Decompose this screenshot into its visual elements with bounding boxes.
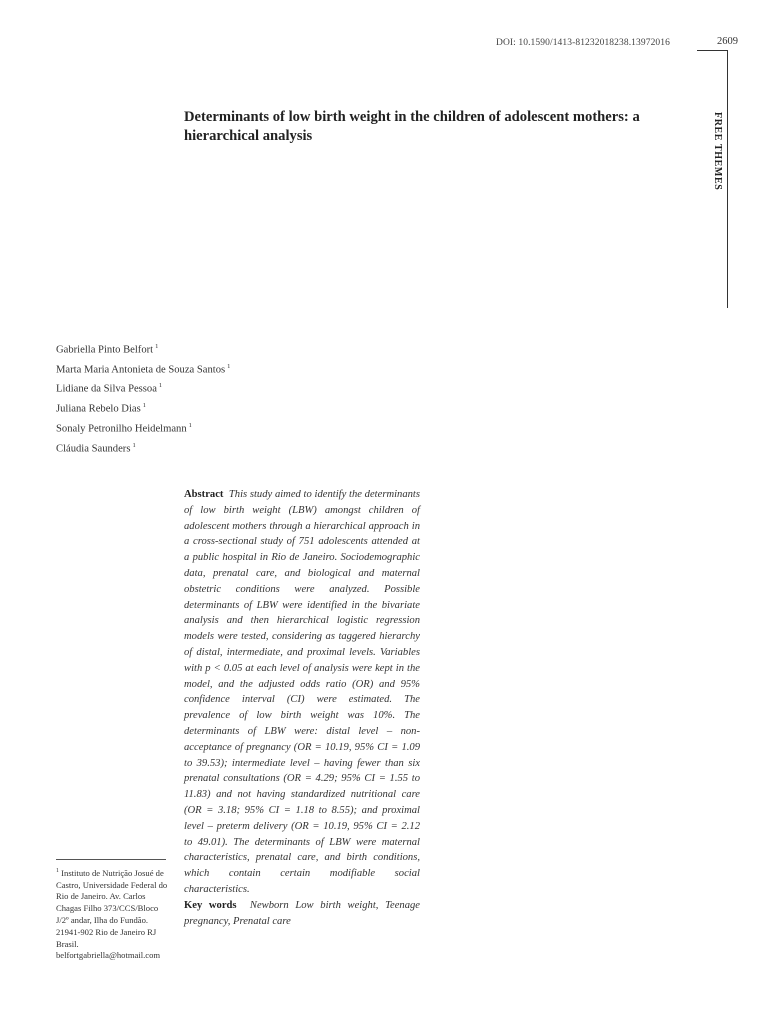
author: Juliana Rebelo Dias $^1$	[56, 402, 146, 415]
doi: DOI: 10.1590/1413-81232018238.13972016	[495, 38, 670, 48]
abstract-text: This study aimed to identify the determinants of low birth weight (LBW) amongst children of adolescent mothers through a hierarchical approach in a cross-sectional study of 751 adolescents attended at a public hospital in Rio de Janeiro. Sociodemographic data, prenatal care, and biological and maternal obstetric conditions were analyzed. Possible determinants of LBW were identified in the bivariate analysis and then hierarchical logistic regression models were tested, considering as taggered hierarchy of distal, intermediate, and proximal levels. Variables with p < 0.05 at each level of analysis were kept in the model, and the adjusted odds ratio (OR) and 95% confidence interval (CI) were estimated. The prevalence of low birth weight was 10%. The determinants of LBW were: distal level – non-acceptance of pregnancy (OR = 10.19, 95% CI = 1.09 to 39.53); intermediate level – having fewer than six prenatal consultations (OR = 4.29; 95% CI = 1.55 to 11.83) and not having standardized nutritional care (OR = 3.18; 95% CI = 1.18 to 8.55); and proximal level – preterm delivery (OR = 10.19, 95% CI = 2.12 to 49.01). The determinants of LBW were maternal characteristics, prenatal care, and birth conditions, which contain certain modifiable social characteristics.	[184, 489, 420, 895]
affiliation-note	[56, 866, 171, 962]
abstract-label: Abstract	[184, 489, 224, 500]
page-number: 2609	[717, 36, 738, 47]
author: Sonaly Petronilho Heidelmann $^1$	[56, 421, 192, 435]
author: Marta Maria Antonieta de Souza Santos $^1$	[56, 362, 231, 376]
article-title: Determinants of low birth weight in the children of adolescent mothers: a hierarchical analysis	[184, 109, 640, 144]
footnote-rule	[56, 859, 166, 860]
author-list	[56, 339, 456, 457]
section-label: FREE THEMES	[712, 112, 723, 191]
author: Cláudia Saunders $^1$	[56, 441, 136, 455]
affiliation-marker: 1	[56, 868, 59, 874]
author: Gabriella Pinto Belfort $^1$	[56, 343, 159, 356]
keywords-text: Newborn Low birth weight, Teenage pregnancy, Prenatal care	[184, 899, 420, 927]
keywords-label: Key words	[184, 899, 237, 911]
affiliation-text: Instituto de Nutrição Josué de Castro, Universidade Federal do Rio de Janeiro. Av. Carlos Chagas Filho 373/CCS/Bloco J/2º andar, Ilha do Fundão. 21941-902 Rio de Janeiro RJ Brasil. belfortgabriella@hotmail.com	[56, 867, 168, 961]
abstract	[184, 487, 420, 929]
header-rule	[697, 50, 727, 51]
margin-rule	[727, 50, 728, 308]
keywords	[184, 898, 420, 930]
author: Lidiane da Silva Pessoa $^1$	[56, 382, 163, 395]
